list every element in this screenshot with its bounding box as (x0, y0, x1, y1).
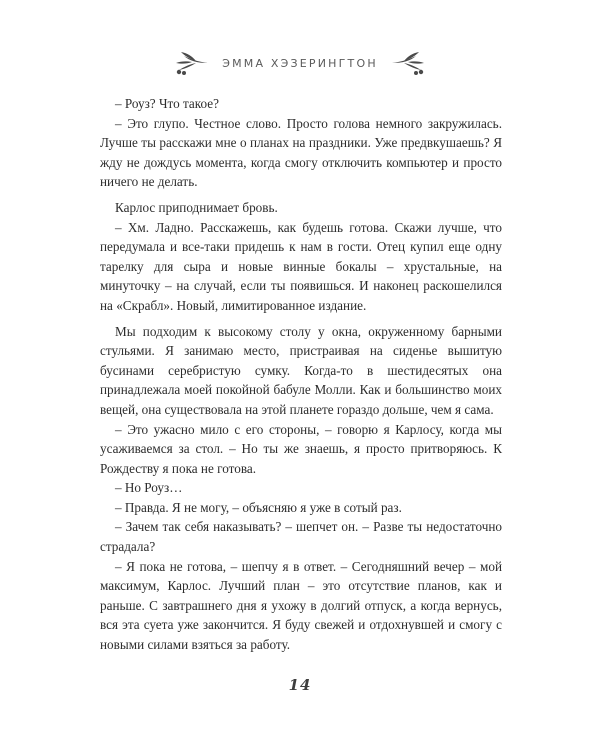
paragraph: – Это ужасно мило с его стороны, – говорю я Карлосу, когда мы усаживаемся за стол. – Но ты же знаешь, я просто притворяюсь. К Рождеству я пока не готова. (100, 421, 502, 476)
page-number: 14 (288, 676, 312, 694)
leaf-sprig-ornament-icon (390, 50, 430, 76)
body-text (100, 94, 502, 655)
paragraph: – Зачем так себя наказывать? – шепчет он. – Разве ты недостаточно страдала? (100, 519, 502, 555)
paragraph: Карлос приподнимает бровь. (115, 199, 278, 215)
paragraph: – Роуз? Что такое? (115, 96, 219, 111)
leaf-sprig-ornament-icon (170, 50, 210, 76)
paragraph: – Но Роуз… (115, 480, 183, 496)
running-head-author: ЭММА ХЭЗЕРИНГТОН (222, 56, 378, 70)
paragraph: Мы подходим к высокому столу у окна, окруженному барными стульями. Я занимаю место, пристраивая на сиденье вышитую бусинами серебристую сумку. Когда-то в шестидесятых она принадлежала моей покойной бабуле Молли. Как и большинство моих вещей, она существовала на этой планете гораздо дольше, чем я сама. (100, 323, 502, 417)
paragraph: – Я пока не готова, – шепчу я в ответ. – Сегодняшний вечер – мой максимум, Карлос. Лучший план – это отсутствие планов, как и раньше. С завтрашнего дня я ухожу в долгий отпуск, а когда вернусь, вся эта суета уже закончится. Я буду свежей и отдохнувшей и смогу с новыми силами взяться за работу. (100, 558, 502, 653)
paragraph: – Правда. Я не могу, – объясняю я уже в сотый раз. (115, 499, 402, 515)
paragraph: – Это глупо. Честное слово. Просто голова немного закружилась. Лучше ты расскажи мне о планах на праздники. Уже предвкушаешь? Я жду не дождусь момента, когда смогу отключить компьютер и просто ничего не делать. (100, 115, 502, 190)
paragraph: – Хм. Ладно. Расскажешь, как будешь готова. Скажи лучше, что передумала и все-таки придешь к нам в гости. Отец купил еще одну тарелку для сыра и новые винные бокалы – хрустальные, на минуточку – на случай, если ты появишься. И наконец раскошелился на «Скрабл». Новый, лимитированное издание. (100, 219, 502, 313)
running-head (0, 50, 600, 76)
